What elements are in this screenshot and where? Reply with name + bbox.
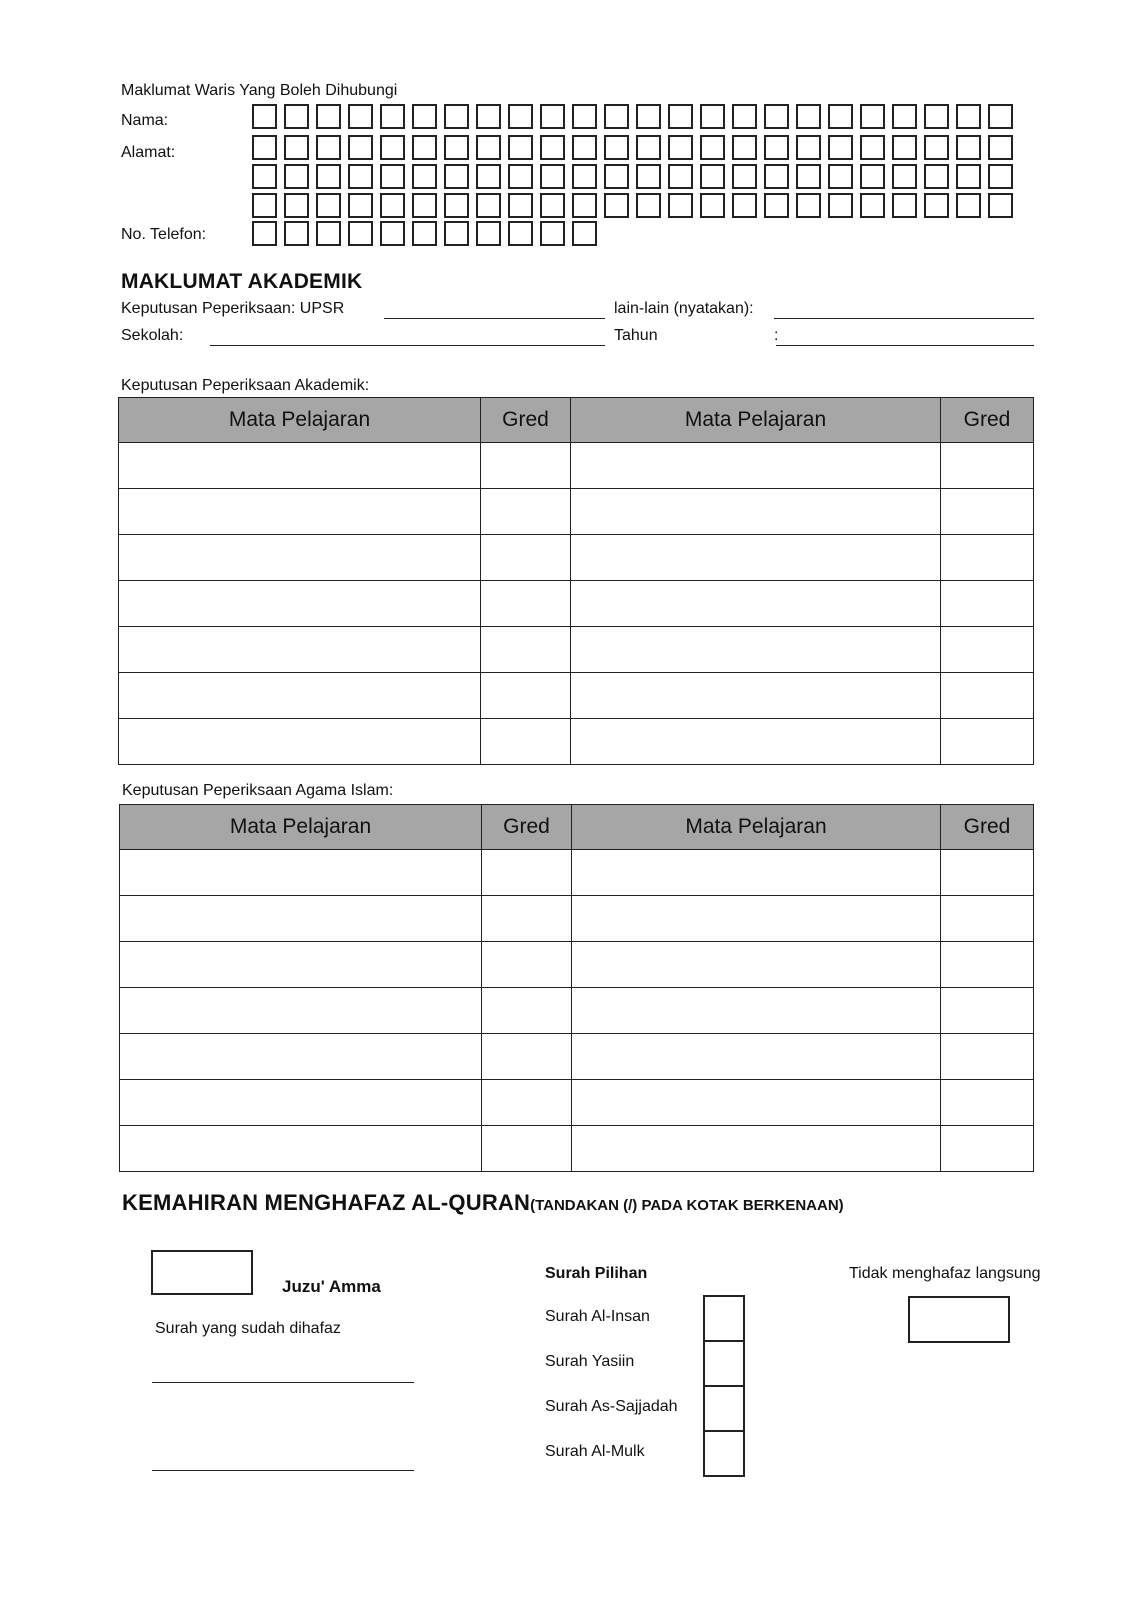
- gred-cell[interactable]: [481, 535, 571, 581]
- char-box[interactable]: [380, 221, 405, 246]
- header-mata-pelajaran: Mata Pelajaran: [119, 398, 481, 443]
- gred-cell[interactable]: [941, 988, 1034, 1034]
- waris-heading: Maklumat Waris Yang Boleh Dihubungi: [121, 82, 398, 99]
- gred-cell[interactable]: [482, 1080, 572, 1126]
- gred-cell[interactable]: [941, 489, 1034, 535]
- surah-dihafaz-label: Surah yang sudah dihafaz: [155, 1320, 341, 1337]
- surah-al-insan-checkbox[interactable]: [703, 1295, 745, 1342]
- mata-pelajaran-cell[interactable]: [120, 896, 482, 942]
- mata-pelajaran-cell[interactable]: [120, 1034, 482, 1080]
- char-box[interactable]: [540, 164, 565, 189]
- gred-cell[interactable]: [482, 1126, 572, 1172]
- juzu-amma-checkbox[interactable]: [151, 1250, 253, 1295]
- char-box[interactable]: [604, 193, 629, 218]
- akademik-grade-table: [118, 397, 1034, 765]
- char-box[interactable]: [284, 135, 309, 160]
- nama-boxes[interactable]: [252, 104, 1020, 129]
- char-box[interactable]: [892, 164, 917, 189]
- char-box[interactable]: [604, 135, 629, 160]
- surah-yasiin-label: Surah Yasiin: [545, 1353, 635, 1370]
- mata-pelajaran-cell[interactable]: [571, 443, 941, 489]
- surah-as-sajjadah-checkbox[interactable]: [703, 1385, 745, 1432]
- gred-cell[interactable]: [482, 942, 572, 988]
- char-box[interactable]: [860, 164, 885, 189]
- char-box[interactable]: [700, 164, 725, 189]
- telefon-label: No. Telefon:: [121, 226, 207, 243]
- char-box[interactable]: [508, 193, 533, 218]
- char-box[interactable]: [572, 164, 597, 189]
- tahun-label: Tahun: [614, 327, 658, 344]
- gred-cell[interactable]: [941, 581, 1034, 627]
- char-box[interactable]: [252, 221, 277, 246]
- upsr-input-line[interactable]: [384, 318, 605, 319]
- char-box[interactable]: [764, 193, 789, 218]
- char-box[interactable]: [956, 193, 981, 218]
- char-box[interactable]: [252, 104, 277, 129]
- telefon-boxes[interactable]: [252, 221, 604, 246]
- char-box[interactable]: [828, 135, 853, 160]
- agama-grade-table: [119, 804, 1034, 1172]
- char-box[interactable]: [412, 193, 437, 218]
- table-row: [119, 719, 1034, 765]
- char-box[interactable]: [860, 104, 885, 129]
- surah-as-sajjadah-label: Surah As-Sajjadah: [545, 1398, 678, 1415]
- char-box[interactable]: [572, 221, 597, 246]
- char-box[interactable]: [828, 193, 853, 218]
- mata-pelajaran-cell[interactable]: [119, 443, 481, 489]
- alamat-boxes-line-3[interactable]: [252, 193, 1020, 218]
- char-box[interactable]: [508, 164, 533, 189]
- table-row: [119, 443, 1034, 489]
- surah-al-mulk-label: Surah Al-Mulk: [545, 1443, 645, 1460]
- header-mata-pelajaran: Mata Pelajaran: [571, 398, 941, 443]
- char-box[interactable]: [732, 135, 757, 160]
- char-box[interactable]: [924, 104, 949, 129]
- tahun-colon: :: [774, 327, 779, 344]
- header-mata-pelajaran: Mata Pelajaran: [572, 805, 941, 850]
- gred-cell[interactable]: [481, 489, 571, 535]
- gred-cell[interactable]: [481, 443, 571, 489]
- mata-pelajaran-cell[interactable]: [571, 719, 941, 765]
- gred-cell[interactable]: [941, 673, 1034, 719]
- juzu-amma-label: Juzu' Amma: [282, 1277, 381, 1296]
- tidak-menghafaz-checkbox[interactable]: [908, 1296, 1010, 1343]
- mata-pelajaran-cell[interactable]: [119, 627, 481, 673]
- mata-pelajaran-cell[interactable]: [571, 627, 941, 673]
- char-box[interactable]: [540, 104, 565, 129]
- mata-pelajaran-cell[interactable]: [571, 489, 941, 535]
- gred-cell[interactable]: [941, 1080, 1034, 1126]
- char-box[interactable]: [380, 193, 405, 218]
- mata-pelajaran-cell[interactable]: [572, 988, 941, 1034]
- mata-pelajaran-cell[interactable]: [572, 850, 941, 896]
- alamat-boxes-line-2[interactable]: [252, 164, 1020, 189]
- char-box[interactable]: [508, 135, 533, 160]
- char-box[interactable]: [476, 135, 501, 160]
- char-box[interactable]: [956, 164, 981, 189]
- header-gred: Gred: [941, 398, 1034, 443]
- surah-dihafaz-line-1[interactable]: [152, 1382, 414, 1383]
- char-box[interactable]: [668, 193, 693, 218]
- char-box[interactable]: [636, 164, 661, 189]
- char-box[interactable]: [508, 104, 533, 129]
- char-box[interactable]: [988, 135, 1013, 160]
- char-box[interactable]: [956, 135, 981, 160]
- char-box[interactable]: [796, 193, 821, 218]
- header-gred: Gred: [481, 398, 571, 443]
- char-box[interactable]: [636, 135, 661, 160]
- gred-cell[interactable]: [481, 719, 571, 765]
- char-box[interactable]: [540, 193, 565, 218]
- char-box[interactable]: [316, 193, 341, 218]
- surah-pilihan-heading: Surah Pilihan: [545, 1265, 648, 1282]
- gred-cell[interactable]: [482, 850, 572, 896]
- char-box[interactable]: [572, 104, 597, 129]
- char-box[interactable]: [380, 164, 405, 189]
- char-box[interactable]: [700, 193, 725, 218]
- char-box[interactable]: [892, 193, 917, 218]
- table-row: [120, 1126, 1034, 1172]
- surah-dihafaz-line-2[interactable]: [152, 1470, 414, 1471]
- gred-cell[interactable]: [941, 1126, 1034, 1172]
- char-box[interactable]: [444, 221, 469, 246]
- gred-cell[interactable]: [941, 942, 1034, 988]
- char-box[interactable]: [700, 135, 725, 160]
- char-box[interactable]: [796, 135, 821, 160]
- table-row: [120, 988, 1034, 1034]
- char-box[interactable]: [988, 164, 1013, 189]
- char-box[interactable]: [668, 164, 693, 189]
- char-box[interactable]: [284, 221, 309, 246]
- table-row: [120, 1080, 1034, 1126]
- char-box[interactable]: [860, 193, 885, 218]
- char-box[interactable]: [284, 164, 309, 189]
- char-box[interactable]: [348, 135, 373, 160]
- char-box[interactable]: [412, 104, 437, 129]
- char-box[interactable]: [988, 104, 1013, 129]
- char-box[interactable]: [892, 135, 917, 160]
- gred-cell[interactable]: [481, 581, 571, 627]
- table-row: [119, 535, 1034, 581]
- gred-cell[interactable]: [941, 627, 1034, 673]
- char-box[interactable]: [348, 164, 373, 189]
- char-box[interactable]: [380, 135, 405, 160]
- char-box[interactable]: [444, 104, 469, 129]
- char-box[interactable]: [284, 104, 309, 129]
- mata-pelajaran-cell[interactable]: [120, 942, 482, 988]
- char-box[interactable]: [316, 221, 341, 246]
- gred-cell[interactable]: [482, 988, 572, 1034]
- mata-pelajaran-cell[interactable]: [572, 1126, 941, 1172]
- gred-cell[interactable]: [941, 896, 1034, 942]
- char-box[interactable]: [828, 164, 853, 189]
- char-box[interactable]: [732, 164, 757, 189]
- char-box[interactable]: [412, 164, 437, 189]
- mata-pelajaran-cell[interactable]: [119, 719, 481, 765]
- header-gred: Gred: [941, 805, 1034, 850]
- char-box[interactable]: [284, 193, 309, 218]
- char-box[interactable]: [316, 164, 341, 189]
- akademik-table-caption: Keputusan Peperiksaan Akademik:: [121, 377, 370, 394]
- char-box[interactable]: [892, 104, 917, 129]
- table-row: [120, 942, 1034, 988]
- agama-table-caption: Keputusan Peperiksaan Agama Islam:: [122, 782, 394, 799]
- char-box[interactable]: [412, 135, 437, 160]
- char-box[interactable]: [764, 164, 789, 189]
- header-mata-pelajaran: Mata Pelajaran: [120, 805, 482, 850]
- char-box[interactable]: [636, 193, 661, 218]
- mata-pelajaran-cell[interactable]: [572, 896, 941, 942]
- char-box[interactable]: [348, 221, 373, 246]
- sekolah-input-line[interactable]: [210, 345, 605, 346]
- char-box[interactable]: [860, 135, 885, 160]
- mata-pelajaran-cell[interactable]: [119, 489, 481, 535]
- quran-heading: [122, 1190, 844, 1216]
- lain-lain-label: lain-lain (nyatakan):: [614, 300, 754, 317]
- akademik-title: MAKLUMAT AKADEMIK: [121, 270, 363, 293]
- gred-cell[interactable]: [941, 443, 1034, 489]
- char-box[interactable]: [732, 104, 757, 129]
- char-box[interactable]: [828, 104, 853, 129]
- char-box[interactable]: [476, 193, 501, 218]
- mata-pelajaran-cell[interactable]: [572, 1034, 941, 1080]
- gred-cell[interactable]: [482, 1034, 572, 1080]
- gred-cell[interactable]: [941, 1034, 1034, 1080]
- char-box[interactable]: [572, 193, 597, 218]
- gred-cell[interactable]: [941, 850, 1034, 896]
- mata-pelajaran-cell[interactable]: [119, 535, 481, 581]
- mata-pelajaran-cell[interactable]: [572, 942, 941, 988]
- gred-cell[interactable]: [941, 535, 1034, 581]
- char-box[interactable]: [348, 193, 373, 218]
- char-box[interactable]: [764, 104, 789, 129]
- quran-title: KEMAHIRAN MENGHAFAZ AL-QURAN: [122, 1190, 531, 1215]
- char-box[interactable]: [668, 104, 693, 129]
- mata-pelajaran-cell[interactable]: [571, 673, 941, 719]
- table-row: [120, 850, 1034, 896]
- char-box[interactable]: [444, 135, 469, 160]
- char-box[interactable]: [988, 193, 1013, 218]
- table-row: [119, 581, 1034, 627]
- sekolah-label: Sekolah:: [121, 327, 184, 344]
- lain-lain-input-line[interactable]: [774, 318, 1034, 319]
- char-box[interactable]: [540, 135, 565, 160]
- char-box[interactable]: [444, 193, 469, 218]
- char-box[interactable]: [252, 193, 277, 218]
- char-box[interactable]: [572, 135, 597, 160]
- char-box[interactable]: [540, 221, 565, 246]
- char-box[interactable]: [796, 164, 821, 189]
- char-box[interactable]: [348, 104, 373, 129]
- mata-pelajaran-cell[interactable]: [120, 988, 482, 1034]
- tidak-menghafaz-label: Tidak menghafaz langsung: [849, 1265, 1041, 1282]
- mata-pelajaran-cell[interactable]: [571, 581, 941, 627]
- quran-instruction: (TANDAKAN (/) PADA KOTAK BERKENAAN): [530, 1197, 844, 1214]
- tahun-input-line[interactable]: [776, 345, 1034, 346]
- char-box[interactable]: [476, 221, 501, 246]
- char-box[interactable]: [764, 135, 789, 160]
- surah-al-insan-label: Surah Al-Insan: [545, 1308, 650, 1325]
- header-gred: Gred: [482, 805, 572, 850]
- table-row: [120, 1034, 1034, 1080]
- keputusan-upsr-label: Keputusan Peperiksaan: UPSR: [121, 300, 345, 317]
- nama-label: Nama:: [121, 112, 169, 129]
- mata-pelajaran-cell[interactable]: [120, 850, 482, 896]
- mata-pelajaran-cell[interactable]: [119, 581, 481, 627]
- alamat-boxes-line-1[interactable]: [252, 135, 1020, 160]
- char-box[interactable]: [316, 104, 341, 129]
- char-box[interactable]: [668, 135, 693, 160]
- char-box[interactable]: [476, 104, 501, 129]
- mata-pelajaran-cell[interactable]: [119, 673, 481, 719]
- mata-pelajaran-cell[interactable]: [571, 535, 941, 581]
- table-row: [119, 673, 1034, 719]
- gred-cell[interactable]: [481, 627, 571, 673]
- surah-yasiin-checkbox[interactable]: [703, 1340, 745, 1387]
- table-row: [120, 896, 1034, 942]
- char-box[interactable]: [924, 164, 949, 189]
- char-box[interactable]: [636, 104, 661, 129]
- char-box[interactable]: [956, 104, 981, 129]
- surah-al-mulk-checkbox[interactable]: [703, 1430, 745, 1477]
- table-row: [119, 627, 1034, 673]
- char-box[interactable]: [412, 221, 437, 246]
- mata-pelajaran-cell[interactable]: [572, 1080, 941, 1126]
- gred-cell[interactable]: [482, 896, 572, 942]
- char-box[interactable]: [316, 135, 341, 160]
- char-box[interactable]: [924, 135, 949, 160]
- char-box[interactable]: [380, 104, 405, 129]
- char-box[interactable]: [700, 104, 725, 129]
- gred-cell[interactable]: [941, 719, 1034, 765]
- char-box[interactable]: [924, 193, 949, 218]
- mata-pelajaran-cell[interactable]: [120, 1126, 482, 1172]
- char-box[interactable]: [796, 104, 821, 129]
- char-box[interactable]: [444, 164, 469, 189]
- char-box[interactable]: [252, 164, 277, 189]
- char-box[interactable]: [508, 221, 533, 246]
- alamat-label: Alamat:: [121, 144, 176, 161]
- mata-pelajaran-cell[interactable]: [120, 1080, 482, 1126]
- char-box[interactable]: [476, 164, 501, 189]
- char-box[interactable]: [604, 104, 629, 129]
- table-row: [119, 489, 1034, 535]
- gred-cell[interactable]: [481, 673, 571, 719]
- char-box[interactable]: [604, 164, 629, 189]
- char-box[interactable]: [732, 193, 757, 218]
- char-box[interactable]: [252, 135, 277, 160]
